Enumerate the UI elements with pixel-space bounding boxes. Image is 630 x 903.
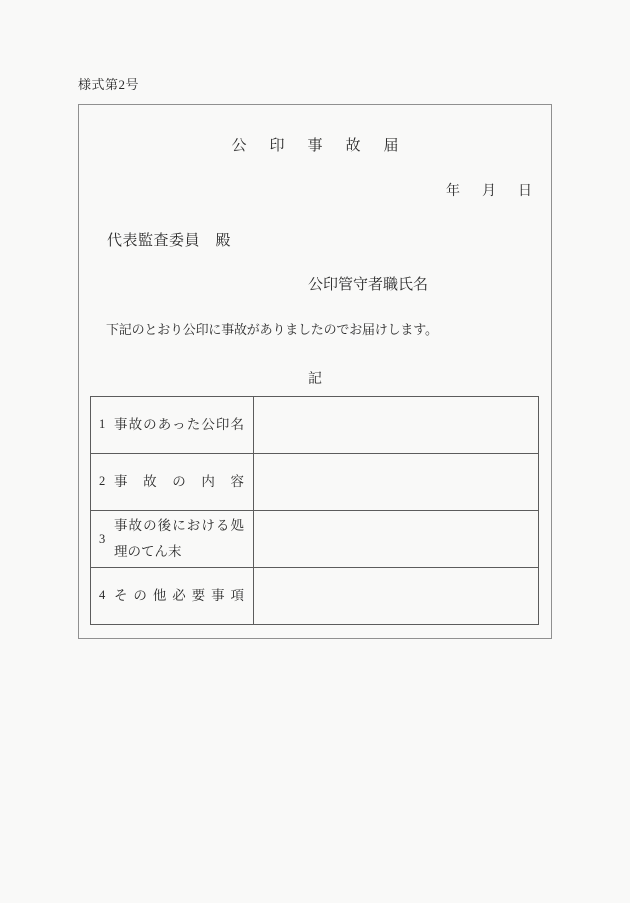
- row-value-cell: [254, 511, 539, 568]
- table-row-public-seal-name: [91, 397, 539, 454]
- table-row-accident-details: [91, 454, 539, 511]
- row-label-cell: [91, 454, 254, 511]
- row-number: 4: [99, 588, 106, 603]
- row-value-cell: [254, 397, 539, 454]
- row-label-cell: [91, 397, 254, 454]
- accident-details-table: [90, 396, 539, 625]
- form-number-label: 様式第2号: [78, 77, 140, 92]
- row-label: 事故の内容: [114, 473, 244, 489]
- form-title: 公印事故届: [231, 138, 422, 154]
- declaration-text: 下記のとおり公印に事故がありましたのでお届けします。: [106, 322, 438, 337]
- row-label: 事故のあった公印名: [114, 416, 244, 432]
- row-label-cell: [91, 511, 254, 568]
- section-marker: 記: [308, 372, 322, 387]
- table-row-post-accident-handling: [91, 511, 539, 568]
- row-number: 1: [99, 417, 106, 432]
- table-row-other-necessary-items: [91, 568, 539, 625]
- addressee-line: 代表監査委員 殿: [107, 233, 232, 249]
- row-label: 事故の後における処理のてん末: [114, 518, 244, 559]
- row-label: その他必要事項: [114, 587, 244, 603]
- row-value-cell: [254, 568, 539, 625]
- date-line: 年 月 日: [446, 184, 536, 199]
- row-number: 2: [99, 474, 106, 489]
- row-value-cell: [254, 454, 539, 511]
- form-border-box: [78, 104, 552, 639]
- sender-signature-label: 公印管守者職氏名: [308, 277, 429, 293]
- row-label-cell: [91, 568, 254, 625]
- row-number: 3: [99, 531, 106, 546]
